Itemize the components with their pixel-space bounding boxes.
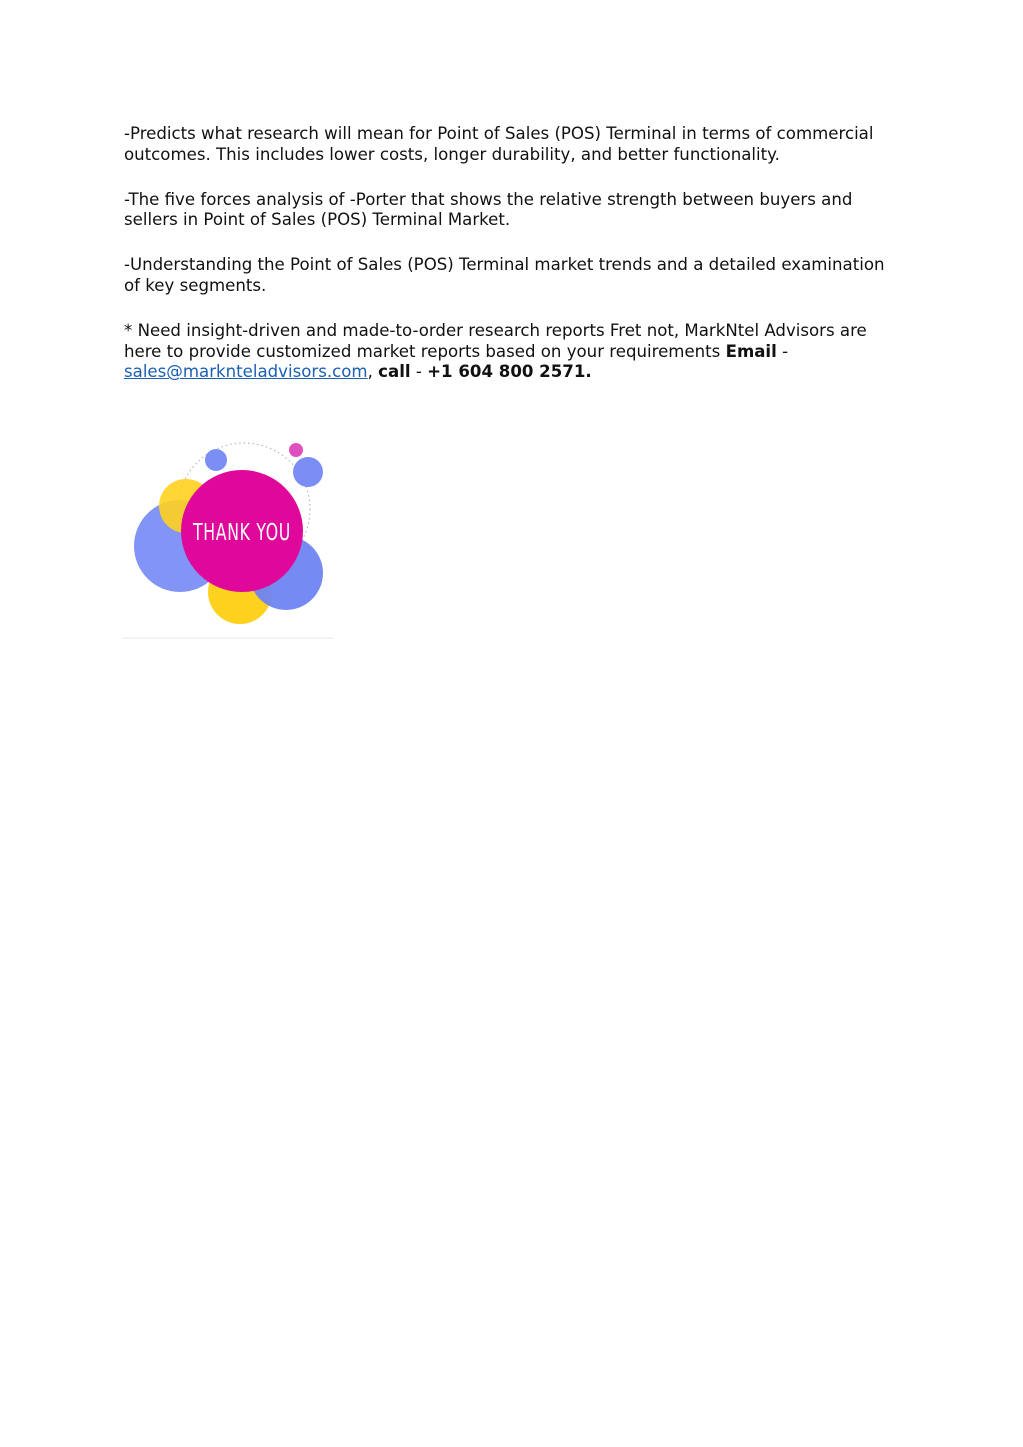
call-separator: -: [410, 362, 428, 382]
email-label: Email: [725, 341, 777, 361]
contact-intro: * Need insight-driven and made-to-order research reports Fret not, MarkNtel Advisors are here to provide customized market reports based on your requirements: [124, 320, 867, 361]
document-body: [124, 124, 904, 383]
paragraph-market-trends: -Understanding the Point of Sales (POS) Terminal market trends and a detailed examination of key segments.: [124, 255, 885, 295]
bubble-blue-top-right: [293, 457, 323, 487]
thank-you-text: THANK YOU: [192, 520, 291, 546]
paragraph-five-forces: -The five forces analysis of -Porter that shows the relative strength between buyers and sellers in Point of Sales (POS) Terminal Market.: [124, 189, 853, 230]
email-link[interactable]: sales@marknteladvisors.com: [124, 362, 368, 382]
call-label: call: [378, 362, 411, 382]
thank-you-graphic: [122, 436, 338, 640]
phone-number: +1 604 800 2571.: [427, 362, 592, 382]
thank-you-bubbles-image: [122, 436, 338, 640]
email-separator: -: [776, 341, 789, 361]
comma-separator: ,: [367, 362, 379, 382]
paragraph-predicts: -Predicts what research will mean for Point of Sales (POS) Terminal in terms of commercial outcomes. This includes lower costs, longer durability, and better functionality.: [124, 124, 874, 164]
paragraph-contact: [124, 321, 904, 383]
bubble-pink-dot: [289, 443, 303, 457]
bubble-blue-tiny: [205, 449, 227, 471]
